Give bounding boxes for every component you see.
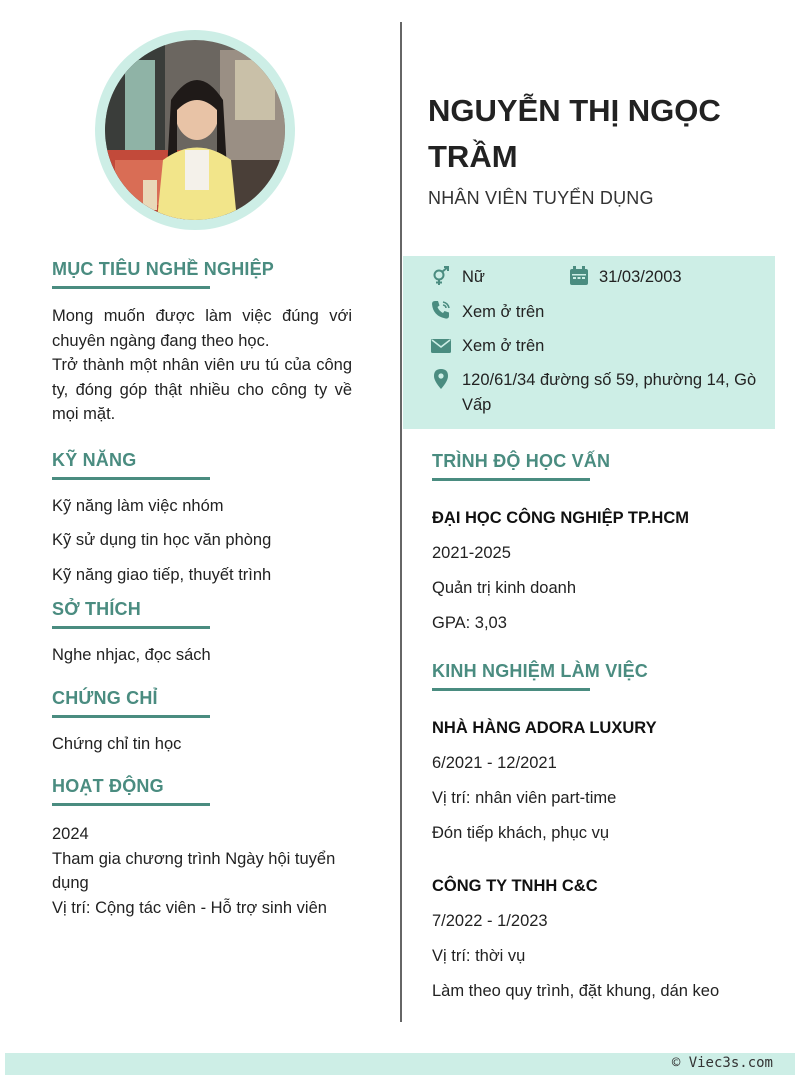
skills-section: [52, 449, 352, 593]
company-name: CÔNG TY TNHH C&C: [432, 877, 598, 895]
experience-item: [432, 869, 777, 1009]
activities-title: HOẠT ĐỘNG: [52, 776, 164, 796]
activity-role: Vị trí: Cộng tác viên - Hỗ trợ sinh viên: [52, 898, 327, 917]
phone-icon: [431, 300, 451, 320]
certificates-text: Chứng chỉ tin học: [52, 734, 182, 753]
left-column: [52, 258, 352, 920]
footer-credit: © Viec3s.com: [671, 1055, 773, 1071]
hobbies-text: Nghe nhjac, đọc sách: [52, 646, 211, 664]
contact-panel: [403, 256, 775, 429]
column-divider: [400, 22, 402, 1022]
experience-section: [432, 660, 777, 1009]
section-rule: [52, 286, 210, 289]
job-period: 6/2021 - 12/2021: [432, 754, 557, 772]
activity-year: 2024: [52, 825, 89, 843]
objective-line-1: Mong muốn được làm việc đúng với chuyên ngàng đang theo học.: [52, 307, 352, 350]
objective-line-2: Trở thành một nhân viên ưu tú của công ty, đóng góp thật nhiều cho công ty về mọi mặt.: [52, 356, 352, 423]
hobbies-title: SỞ THÍCH: [52, 599, 141, 619]
education-gpa: GPA: 3,03: [432, 614, 507, 632]
experience-title: KINH NGHIỆM LÀM VIỆC: [432, 661, 649, 681]
section-rule: [52, 715, 210, 718]
activities-section: [52, 775, 352, 920]
job-title: NHÂN VIÊN TUYỂN DỤNG: [428, 188, 654, 208]
education-title: TRÌNH ĐỘ HỌC VẤN: [432, 451, 611, 471]
email-value: Xem ở trên: [462, 337, 545, 355]
gender-value: Nữ: [462, 268, 485, 286]
avatar-ring: [95, 30, 295, 230]
section-rule: [52, 803, 210, 806]
section-rule: [432, 688, 590, 691]
right-column: [432, 450, 777, 1009]
objective-title: MỤC TIÊU NGHỀ NGHIỆP: [52, 259, 275, 279]
school-name: ĐẠI HỌC CÔNG NGHIỆP TP.HCM: [432, 509, 689, 527]
footer-bar: [5, 1053, 795, 1075]
certificates-section: [52, 687, 352, 762]
location-icon: [431, 369, 451, 389]
education-section: [432, 450, 777, 641]
activity-event: Tham gia chương trình Ngày hội tuyển dụng: [52, 849, 336, 892]
email-icon: [431, 336, 451, 356]
hobbies-section: [52, 598, 352, 673]
calendar-icon: [569, 266, 589, 286]
dob-value: 31/03/2003: [599, 268, 682, 286]
skill-item: Kỹ năng làm việc nhóm: [52, 496, 224, 515]
objective-section: [52, 258, 352, 427]
job-description: Làm theo quy trình, đặt khung, dán keo: [432, 982, 720, 1000]
section-rule: [52, 477, 210, 480]
section-rule: [432, 478, 590, 481]
avatar-photo: [105, 40, 285, 220]
skills-title: KỸ NĂNG: [52, 449, 137, 470]
phone-value: Xem ở trên: [462, 303, 545, 321]
education-major: Quản trị kinh doanh: [432, 579, 577, 597]
job-period: 7/2022 - 1/2023: [432, 912, 548, 930]
job-position: Vị trí: nhân viên part-time: [432, 789, 617, 807]
experience-item: [432, 711, 777, 851]
address-value: 120/61/34 đường số 59, phường 14, Gò Vấp: [462, 371, 757, 414]
company-name: NHÀ HÀNG ADORA LUXURY: [432, 719, 657, 737]
certificates-title: CHỨNG CHỈ: [52, 687, 158, 708]
job-description: Đón tiếp khách, phục vụ: [432, 824, 610, 842]
job-position: Vị trí: thời vụ: [432, 947, 526, 965]
skill-item: Kỹ năng giao tiếp, thuyết trình: [52, 565, 272, 584]
candidate-name: NGUYỄN THỊ NGỌC TRẦM: [428, 93, 721, 174]
section-rule: [52, 626, 210, 629]
education-period: 2021-2025: [432, 544, 511, 562]
gender-icon: [431, 266, 451, 286]
skill-item: Kỹ sử dụng tin học văn phòng: [52, 531, 272, 549]
